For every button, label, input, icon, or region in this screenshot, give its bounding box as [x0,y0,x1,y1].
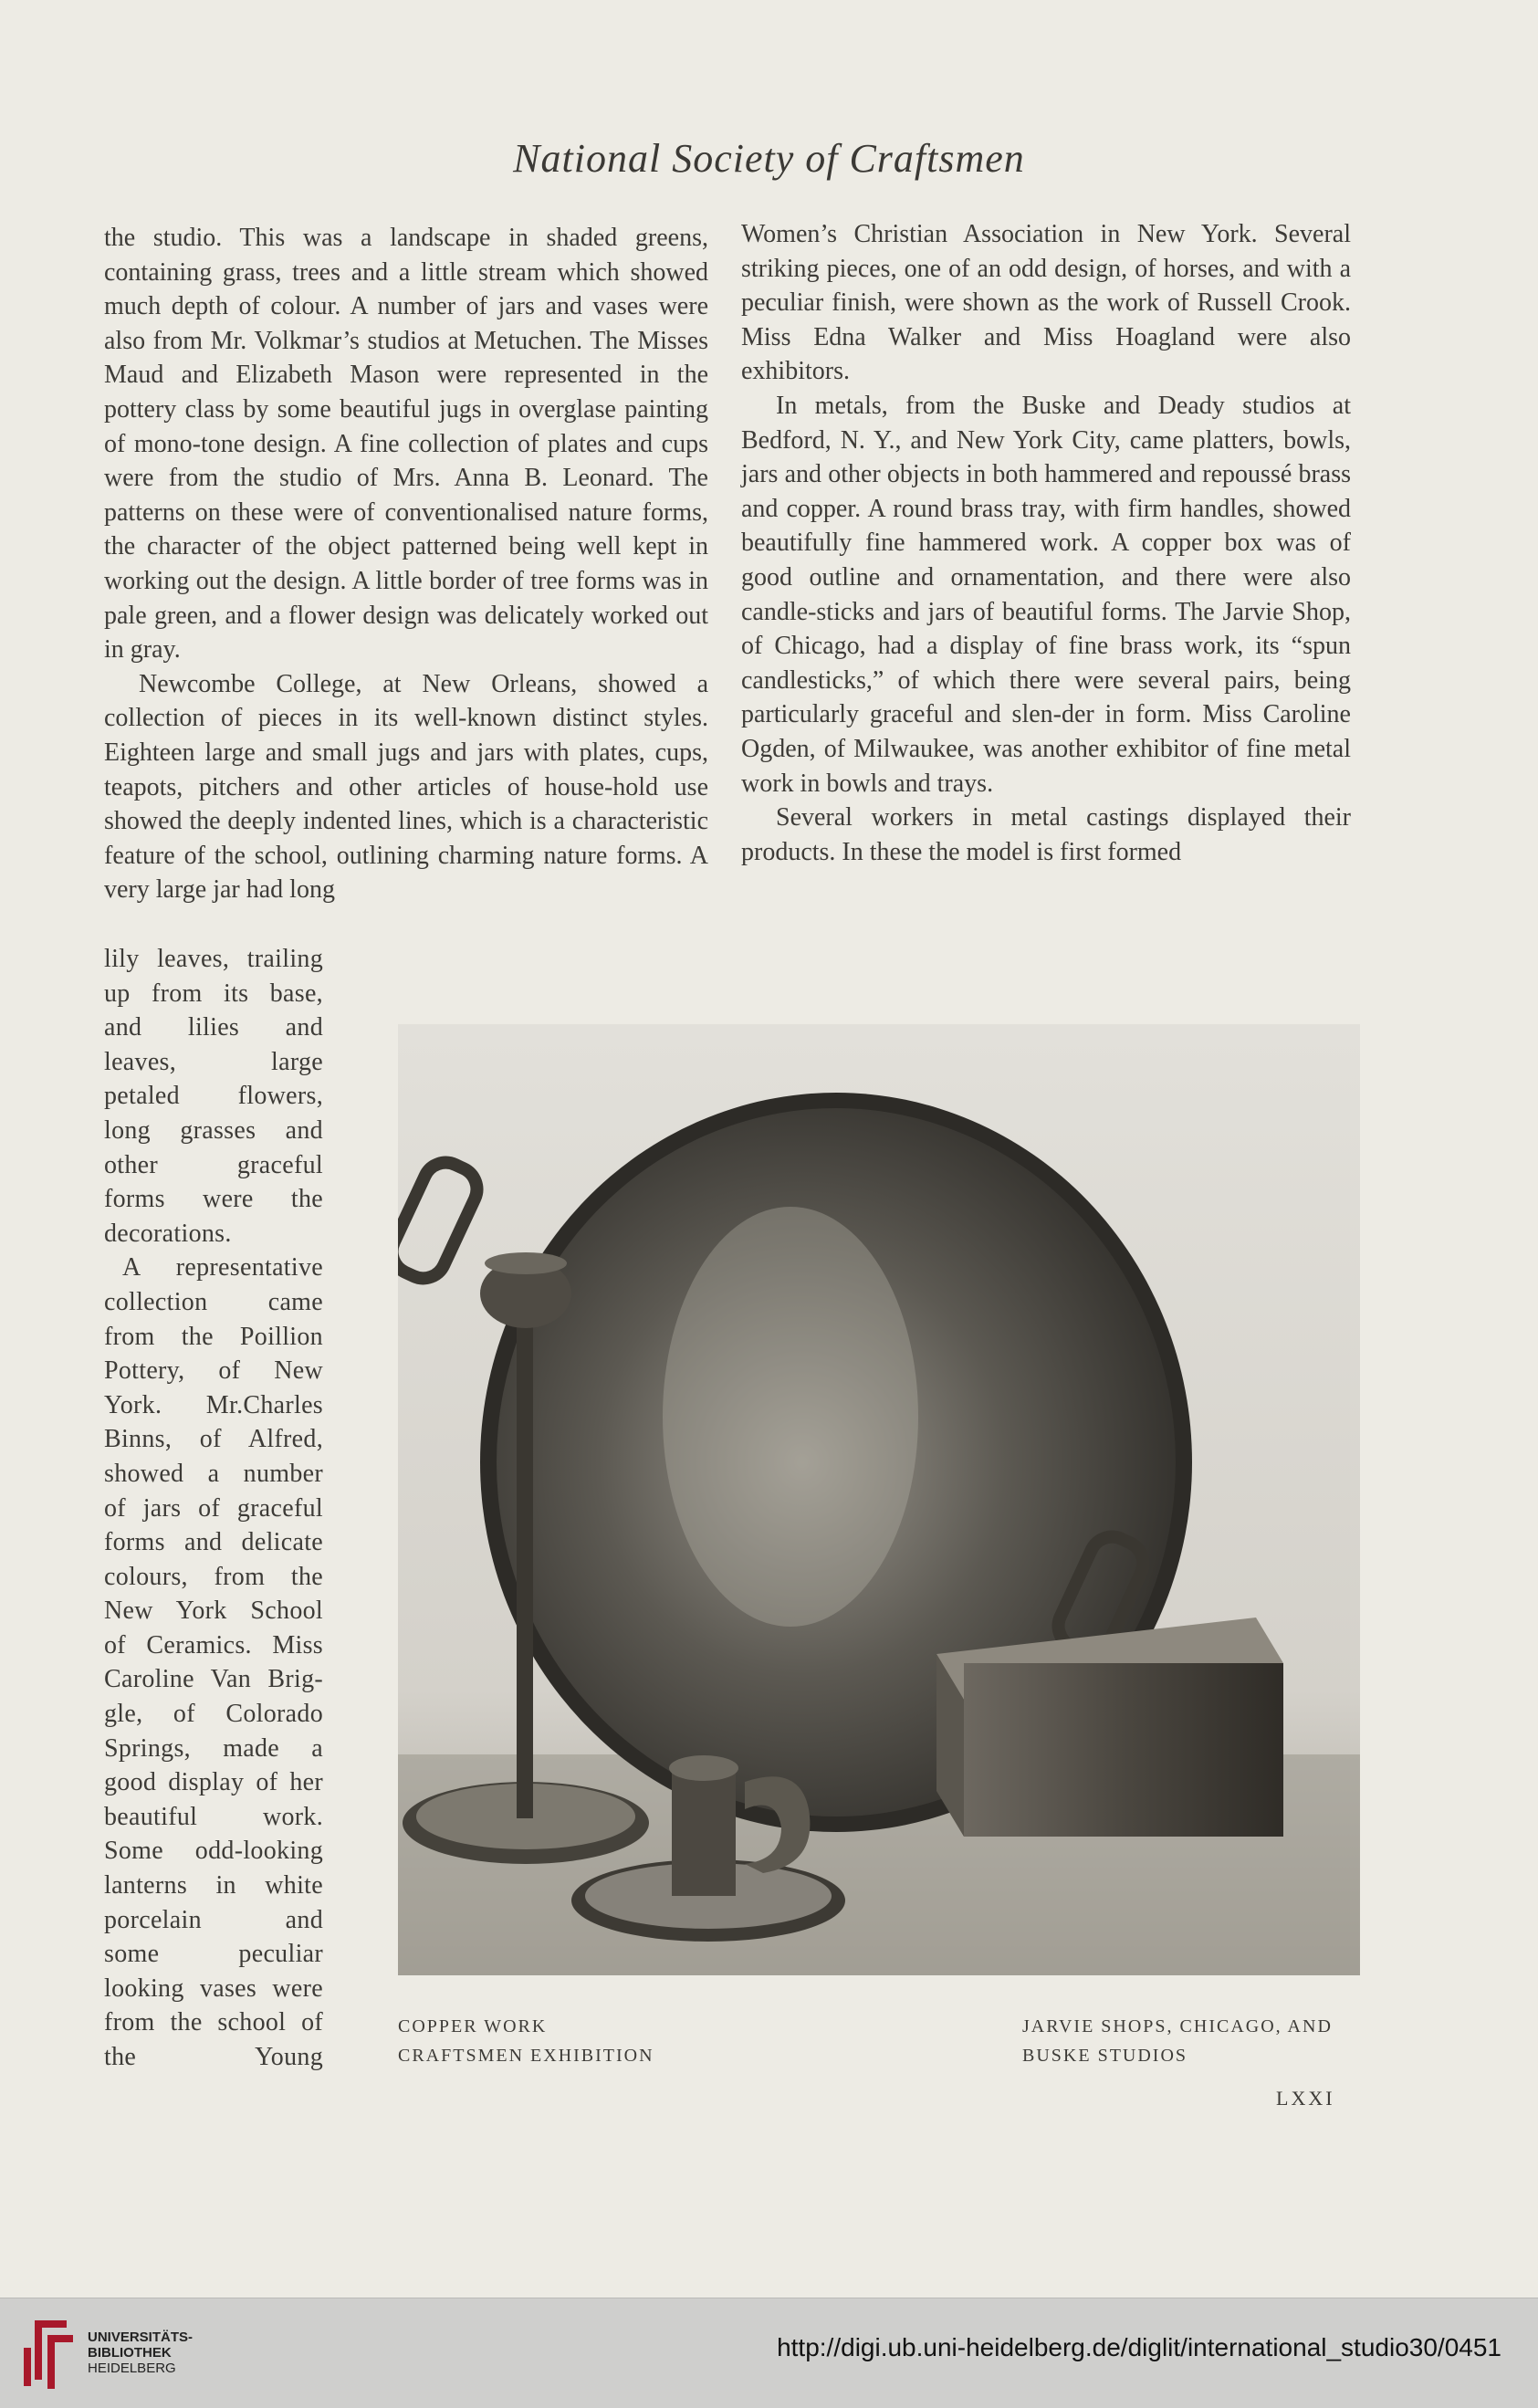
photo-caption-right [1022,2012,1333,2070]
library-name [88,2329,193,2376]
text-line: lanterns in white [104,1871,323,1900]
text-line: gle, of Colorado [104,1700,323,1729]
library-name-line: HEIDELBERG [88,2361,176,2376]
text-line: collection came [104,1287,323,1316]
text-line: leaves, large [104,1047,323,1076]
text-line: good display of her [104,1768,323,1797]
text-line: some peculiar [104,1940,323,1969]
photo-caption-left [398,2012,654,2070]
text-line: Some odd-looking [104,1837,323,1866]
text-line: petaled flowers, [104,1082,323,1111]
narrow-column-text [104,942,323,2075]
text-line: up from its base, [104,979,323,1008]
paragraph: Several workers in metal castings displayed their products. In these the model is first formed [741,803,1351,866]
text-line: New York School [104,1597,323,1626]
text-line: of jars of graceful [104,1493,323,1523]
paragraph: Newcombe College, at New Orleans, showed a collection of pieces in its well-known distinct styles. Eighteen large and small jugs and jars with plates, cups, teapots, pitchers and other articles of house-hold use showed the deeply indented lines, which is a characteristic feature of the school, outlining charming nature forms. A very large jar had long [104,669,708,905]
paragraph: Women’s Christian Association in New York. Several striking pieces, one of an odd design, of horses, and with a peculiar finish, were shown as the work of Russell Crook. Miss Edna Walker and Miss Hoagland were also exhibitors. [741,220,1351,386]
text-line: Pottery, of New [104,1356,323,1386]
page-number: LXXI [1276,2087,1335,2110]
text-line: long grasses and [104,1115,323,1145]
text-line: colours, from the [104,1562,323,1591]
library-logo-icon [16,2311,80,2393]
text-line: other graceful [104,1150,323,1179]
text-line: Caroline Van Brig- [104,1665,323,1694]
left-column-text [104,221,708,907]
paragraph: the studio. This was a landscape in shaded greens, containing grass, trees and a little stream which showed much depth of colour. A number of jars and vases were also from Mr. Volkmar’s studios at Metuchen. The Misses Maud and Elizabeth Mason were represented in the pottery class by some beautiful jugs in overglase painting of mono-tone design. A fine collection of plates and cups were from the studio of Mrs. Anna B. Leonard. The patterns on these were of conventionalised nature forms, the character of the object patterned being well kept in working out the design. A little border of tree forms was in pale green, and a flower design was delicately worked out in gray. [104,224,708,665]
text-line: decorations. [104,1219,232,1248]
caption-line: COPPER WORK [398,2016,548,2036]
text-line: beautiful work. [104,1802,323,1831]
running-header: National Society of Craftsmen [513,136,1025,181]
caption-line: BUSKE STUDIOS [1022,2046,1188,2066]
library-name-line: BIBLIOTHEK [88,2345,172,2361]
text-line: porcelain and [104,1905,323,1934]
text-line: lily leaves, trailing [104,945,323,973]
digitization-footer [0,2298,1538,2408]
text-line: Springs, made a [104,1733,323,1763]
text-line: forms and delicate [104,1528,323,1557]
source-url[interactable]: http://digi.ub.uni-heidelberg.de/diglit/international_studio30/0451 [777,2333,1501,2361]
text-line: and lilies and [104,1013,323,1042]
paragraph: In metals, from the Buske and Deady studios at Bedford, N. Y., and New York City, came platters, bowls, jars and other objects in both hammered and repoussé brass and copper. A round brass tray, with firm handles, showed beautifully fine hammered work. A copper box was of good outline and ornamentation, and there were also candle-sticks and jars of beautiful forms. The Jarvie Shop, of Chicago, had a display of fine brass work, its “spun candlesticks,” of which there were several pairs, being particularly graceful and slen-der in form. Miss Caroline Ogden, of Milwaukee, was another exhibitor of fine metal work in bowls and trays. [741,391,1351,798]
text-line: showed a number [104,1459,323,1488]
caption-line: CRAFTSMEN EXHIBITION [398,2046,654,2066]
right-column-text [741,217,1351,869]
text-line: A representative [122,1253,323,1283]
text-line: looking vases were [104,1974,323,2003]
text-line: from the Poillion [104,1322,323,1351]
text-line: Binns, of Alfred, [104,1425,323,1454]
text-line: the Young [104,2043,323,2071]
text-line: from the school of [104,2008,323,2037]
text-line: York. Mr.Charles [104,1390,323,1419]
caption-line: JARVIE SHOPS, CHICAGO, AND [1022,2016,1333,2036]
text-line: forms were the [104,1185,323,1214]
copper-work-photograph [398,1024,1360,1975]
library-name-line: UNIVERSITÄTS- [88,2329,194,2345]
text-line: of Ceramics. Miss [104,1630,323,1659]
